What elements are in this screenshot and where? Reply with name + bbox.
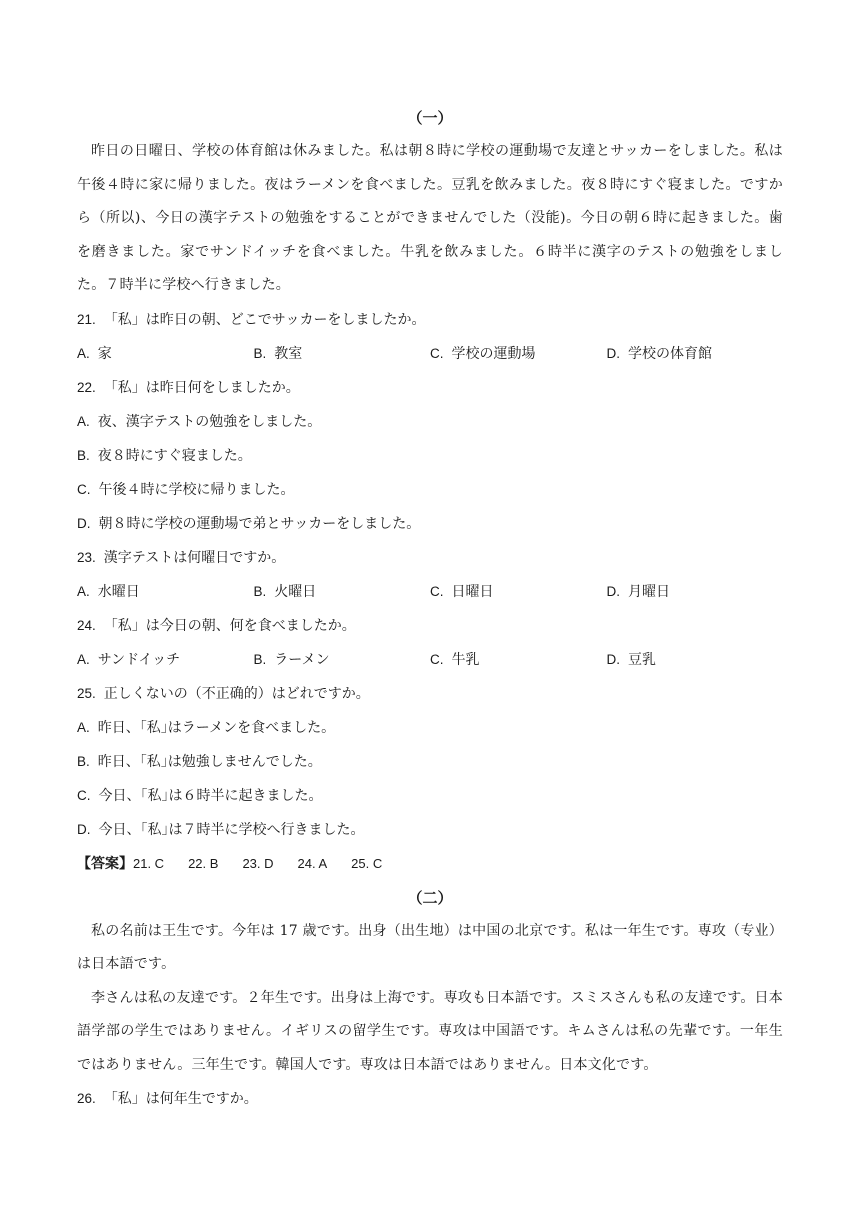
section-title-1: （一） <box>407 109 453 127</box>
option-23-c: C. 日曜日 <box>430 583 494 600</box>
options-24 <box>77 643 783 677</box>
option-23-d: D. 月曜日 <box>606 583 670 600</box>
question-22 <box>77 371 783 405</box>
option-22-d: D. 朝８時に学校の運動場で弟とサッカーをしました。 <box>77 515 421 532</box>
answer-item: 21. C <box>133 855 165 871</box>
answer-key <box>77 847 783 881</box>
question-number: 25. <box>77 685 96 701</box>
option-23-a: A. 水曜日 <box>77 583 140 600</box>
reading-passage-1: 昨日の日曜日、学校の体育館は休みました。私は朝８時に学校の運動場で友達とサッカーをしました。私は午後４時に家に帰りました。夜はラーメンを食べました。豆乳を飲みました。夜８時にすぐ寝ました。ですから（所以)、今日の漢字テストの勉強をすることができませんでした（没能)。今日の朝６時に起きました。歯を磨きました。家でサンドイッチを食べました。牛乳を飲みました。６時半に漢字のテストの勉強をしました。７時半に学校へ行きました。 <box>77 143 783 293</box>
option-25-c: C. 今日、｢私｣は６時半に起きました。 <box>77 787 323 804</box>
question-23 <box>77 541 783 575</box>
option-21-d: D. 学校の体育館 <box>606 345 712 362</box>
reading-passage-2b: 李さんは私の友達です。２年生です。出身は上海です。専攻も日本語です。スミスさんも私の友達です。日本語学部の学生ではありません。イギリスの留学生です。専攻は中国語です。キムさんは私の先輩です。一年生ではありません。三年生です。韓国人です。専攻は日本語ではありません。日本文化です。 <box>77 989 783 1073</box>
option-24-d: D. 豆乳 <box>606 651 656 668</box>
question-text: 漢字テストは何曜日ですか。 <box>103 549 286 566</box>
option-25-d: D. 今日、｢私｣は７時半に学校へ行きました。 <box>77 821 365 838</box>
section-title-2: （二） <box>407 888 453 907</box>
option-24-c: C. 牛乳 <box>430 651 480 668</box>
question-number: 23. <box>77 549 96 565</box>
option-22-a: A. 夜、漢字テストの勉強をしました。 <box>77 413 322 430</box>
options-23 <box>77 575 783 609</box>
reading-passage-2a: 私の名前は王生です。今年は 17 歳です。出身（出生地）は中国の北京です。私は一年生です。専攻（专业）は日本語です。 <box>77 922 783 972</box>
question-21 <box>77 303 783 337</box>
options-21 <box>77 337 783 371</box>
option-25-b: B. 昨日、｢私｣は勉強しませんでした。 <box>77 753 322 770</box>
question-number: 21. <box>77 311 96 327</box>
question-24 <box>77 609 783 643</box>
option-21-b: B. 教室 <box>253 345 303 362</box>
question-text: 「私」は昨日の朝、どこでサッカーをしましたか。 <box>103 311 426 328</box>
question-number: 24. <box>77 617 96 633</box>
answer-item: 23. D <box>242 855 274 871</box>
option-25-a: A. 昨日、｢私｣はラーメンを食べました。 <box>77 719 336 736</box>
page-content <box>77 101 783 1116</box>
option-24-a: A. サンドイッチ <box>77 651 181 668</box>
option-24-b: B. ラーメン <box>253 651 330 668</box>
question-number: 22. <box>77 379 96 395</box>
answer-item: 25. C <box>351 855 383 871</box>
question-26 <box>77 1082 783 1116</box>
question-number: 26. <box>77 1091 96 1106</box>
question-text: 「私」は昨日何をしましたか。 <box>103 379 300 396</box>
option-22-b: B. 夜８時にすぐ寝ました。 <box>77 447 252 464</box>
option-21-a: A. 家 <box>77 345 112 362</box>
question-25 <box>77 677 783 711</box>
answer-item: 22. B <box>188 855 219 871</box>
question-text: 「私」は何年生ですか。 <box>103 1091 258 1107</box>
question-text: 正しくないの（不正确的）はどれですか。 <box>103 685 370 702</box>
question-text: 「私」は今日の朝、何を食べましたか。 <box>103 617 356 634</box>
option-21-c: C. 学校の運動場 <box>430 345 536 362</box>
option-23-b: B. 火曜日 <box>253 583 317 600</box>
answer-item: 24. A <box>297 855 328 871</box>
option-22-c: C. 午後４時に学校に帰りました。 <box>77 481 295 498</box>
answer-label: 【答案】 <box>77 855 133 872</box>
